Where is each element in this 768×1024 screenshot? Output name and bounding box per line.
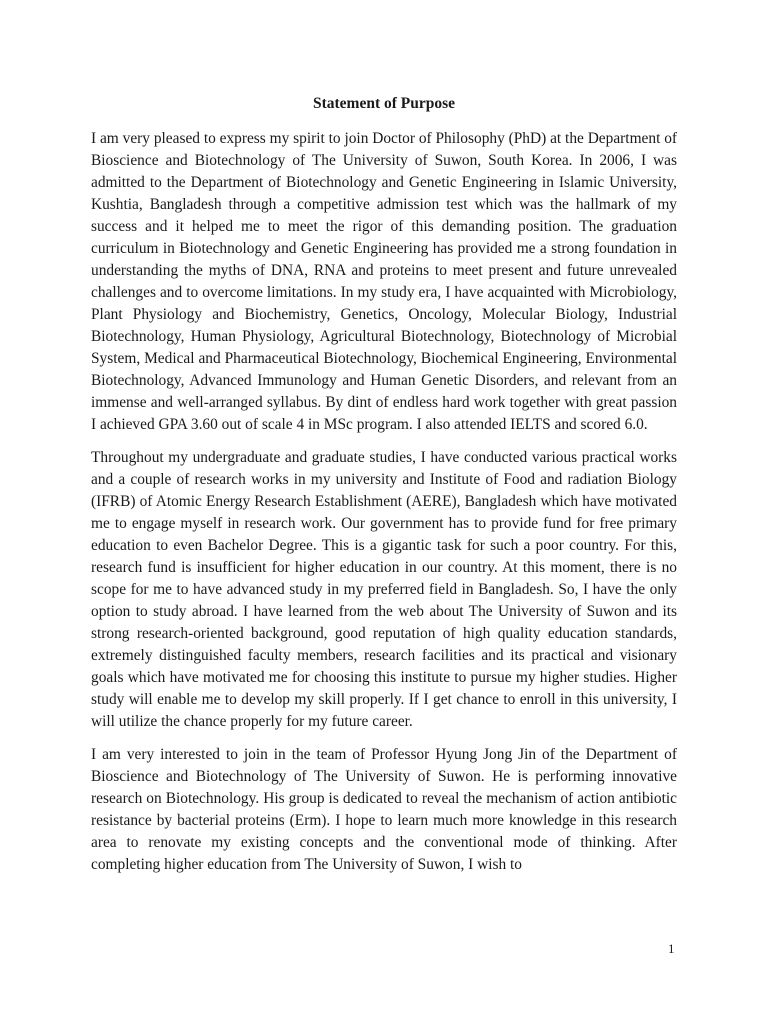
paragraph-1: I am very pleased to express my spirit to join Doctor of Philosophy (PhD) at the Department of Bioscience and Biotechnology of The University of Suwon, South Korea. In 2006, I was admitted to the Department of Biotechnology and Genetic Engineering in Islamic University, Kushtia, Bangladesh through a competitive admission test which was the hallmark of my success and it helped me to meet the rigor of this demanding position. The graduation curriculum in Biotechnology and Genetic Engineering has provided me a strong foundation in understanding the myths of DNA, RNA and proteins to meet present and future unrevealed challenges and to overcome limitations. In my study era, I have acquainted with Microbiology, Plant Physiology and Biochemistry, Genetics, Oncology, Molecular Biology, Industrial Biotechnology, Human Physiology, Agricultural Biotechnology, Biotechnology of Microbial System, Medical and Pharmaceutical Biotechnology, Biochemical Engineering, Environmental Biotechnology, Advanced Immunology and Human Genetic Disorders, and relevant from an immense and well-arranged syllabus. By dint of endless hard work together with great passion I achieved GPA 3.60 out of scale 4 in MSc program. I also attended IELTS and scored 6.0.: [91, 130, 678, 433]
page-number: 1: [668, 941, 675, 956]
paragraph-3: I am very interested to join in the team of Professor Hyung Jong Jin of the Department of Bioscience and Biotechnology of The University of Suwon. He is performing innovative research on Biotechnology. His group is dedicated to reveal the mechanism of action antibiotic resistance by bacterial proteins (Erm). I hope to learn much more knowledge in this research area to renovate my existing concepts and the conventional mode of thinking. After completing higher education from The University of Suwon, I wish to: [91, 746, 677, 873]
document-body: [91, 128, 677, 887]
paragraph-2: Throughout my undergraduate and graduate studies, I have conducted various practical works and a couple of research works in my university and Institute of Food and radiation Biology (IFRB) of Atomic Energy Research Establishment (AERE), Bangladesh which have motivated me to engage myself in research work. Our government has to provide fund for free primary education to even Bachelor Degree. This is a gigantic task for such a poor country. For this, research fund is insufficient for higher education in our country. At this moment, there is no scope for me to have advanced study in my preferred field in Bangladesh. So, I have the only option to study abroad. I have learned from the web about The University of Suwon and its strong research-oriented background, good reputation of high quality education standards, extremely distinguished faculty members, research facilities and its practical and visionary goals which have motivated me for choosing this institute to pursue my higher studies. Higher study will enable me to develop my skill properly. If I get chance to enroll in this university, I will utilize the chance properly for my future career.: [91, 449, 677, 730]
document-title: Statement of Purpose: [312, 95, 456, 112]
